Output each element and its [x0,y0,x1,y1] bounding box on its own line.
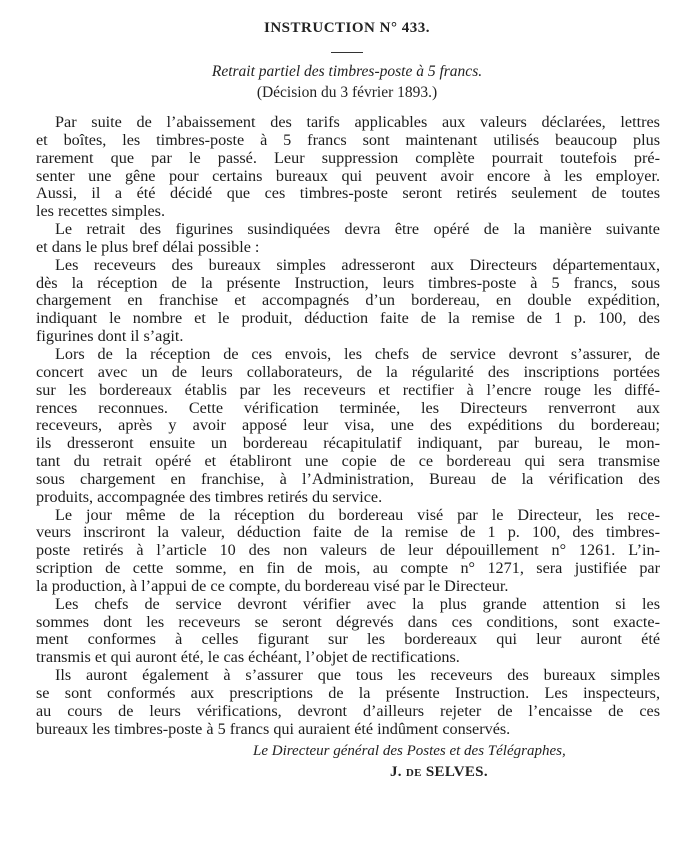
body-line: sommes dont les receveurs se seront dégrevés dans ces conditions, sont exacte- [36,613,660,631]
body-line: indiquant le nombre et le produit, déduction faite de la remise de 1 p. 100, des [36,310,660,328]
body-line: les recettes simples. [36,203,166,221]
body-line: Ils auront également à s’assurer que tous les receveurs des bureaux simples [55,667,660,685]
body-line: la production, à l’appui de ce compte, du bordereau visé par le Directeur. [36,577,509,595]
title-divider [331,52,363,53]
body-line: Le retrait des figurines susindiquées devra être opéré de la manière suivante [55,221,660,239]
body-line: sur les bordereaux établis par les receveurs et rectifier à l’encre rouge les diffé- [36,381,660,399]
body-line: figurines dont il s’agit. [36,328,184,346]
body-line: se sont conformés aux prescriptions de la présente Instruction. Les inspecteurs, [36,685,660,702]
signatory-name [390,764,488,781]
signatory-initial: J. [390,764,402,780]
body-line: rences reconnues. Cette vérification terminée, les Directeurs renverront aux [36,399,660,417]
body-line: poste retirés à l’article 10 des non valeurs de leur dépouillement n° 1261. L’in- [36,542,660,560]
body-line: sous chargement en franchise, à l’Administration, Bureau de la vérification des [36,470,660,488]
body-line: Par suite de l’abaissement des tarifs applicables aux valeurs déclarées, lettres [55,114,660,131]
body-line: rarement que par le passé. Leur suppression complète pourrait toutefois pré- [36,149,660,167]
body-line: ils dresseront ensuite un bordereau récapitulatif indiquant, par bureau, le mon- [36,435,660,453]
signatory-particle: DE [405,767,422,779]
body-line: tant du retrait opéré et établiront une copie de ce bordereau qui sera transmise [36,453,660,471]
body-line: Les receveurs des bureaux simples adresseront aux Directeurs départementaux, [55,256,660,274]
body-line: et boîtes, les timbres-poste à 5 francs sont maintenant utilisés beaucoup plus [36,131,660,149]
body-line: concert avec un de leurs collaborateurs, de la régularité des inscriptions portées [36,363,660,381]
body-line: dès la réception de la présente Instruction, leurs timbres-poste à 5 francs, sous [36,274,660,292]
body-line: transmis et qui auront été, le cas échéant, l’objet de rectifications. [36,649,460,667]
instruction-subtitle: Retrait partiel des timbres-poste à 5 francs. [211,63,483,80]
signatory-surname: SELVES. [425,764,488,780]
body-line: Les chefs de service devront vérifier avec la plus grande attention si les [55,595,660,613]
body-line: ment conformes à celles figurant sur les bordereaux qui leur auront été [36,631,660,649]
body-line: receveurs, après y avoir apposé leur visa, une des expéditions du bordereau; [36,417,660,435]
body-line: Lors de la réception de ces envois, les chefs de service devront s’assurer, de [55,345,660,363]
body-line: scription de cette somme, en fin de mois, au compte n° 1271, sera justifiée par [36,560,660,578]
body-line: senter une gêne pour certains bureaux qui peuvent avoir encore à les employer. [36,167,660,185]
instruction-title: INSTRUCTION N° 433. [264,20,430,36]
body-line: produits, accompagnée des timbres retirés du service. [36,488,383,506]
instruction-body [36,114,660,739]
body-line: chargement en franchise et accompagnés d’un bordereau, en double expédition, [36,292,660,310]
body-line: Le jour même de la réception du bordereau visé par le Directeur, les rece- [55,506,660,524]
body-line: et dans le plus bref délai possible : [36,238,260,256]
decision-date: (Décision du 3 février 1893.) [256,84,438,101]
body-line: au cours de leurs vérifications, devront d’ailleurs rejeter de l’encaisse de ces [36,702,660,720]
body-line: bureaux les timbres-poste à 5 francs qui auraient été indûment conservés. [36,720,511,738]
body-line: Aussi, il a été décidé que ces timbres-poste seront retirés seulement de toutes [36,185,660,203]
signatory-title: Le Directeur général des Postes et des Télégraphes, [253,743,566,759]
body-line: veurs inscriront la valeur, déduction faite de la remise de 1 p. 100, des timbres- [36,524,660,542]
